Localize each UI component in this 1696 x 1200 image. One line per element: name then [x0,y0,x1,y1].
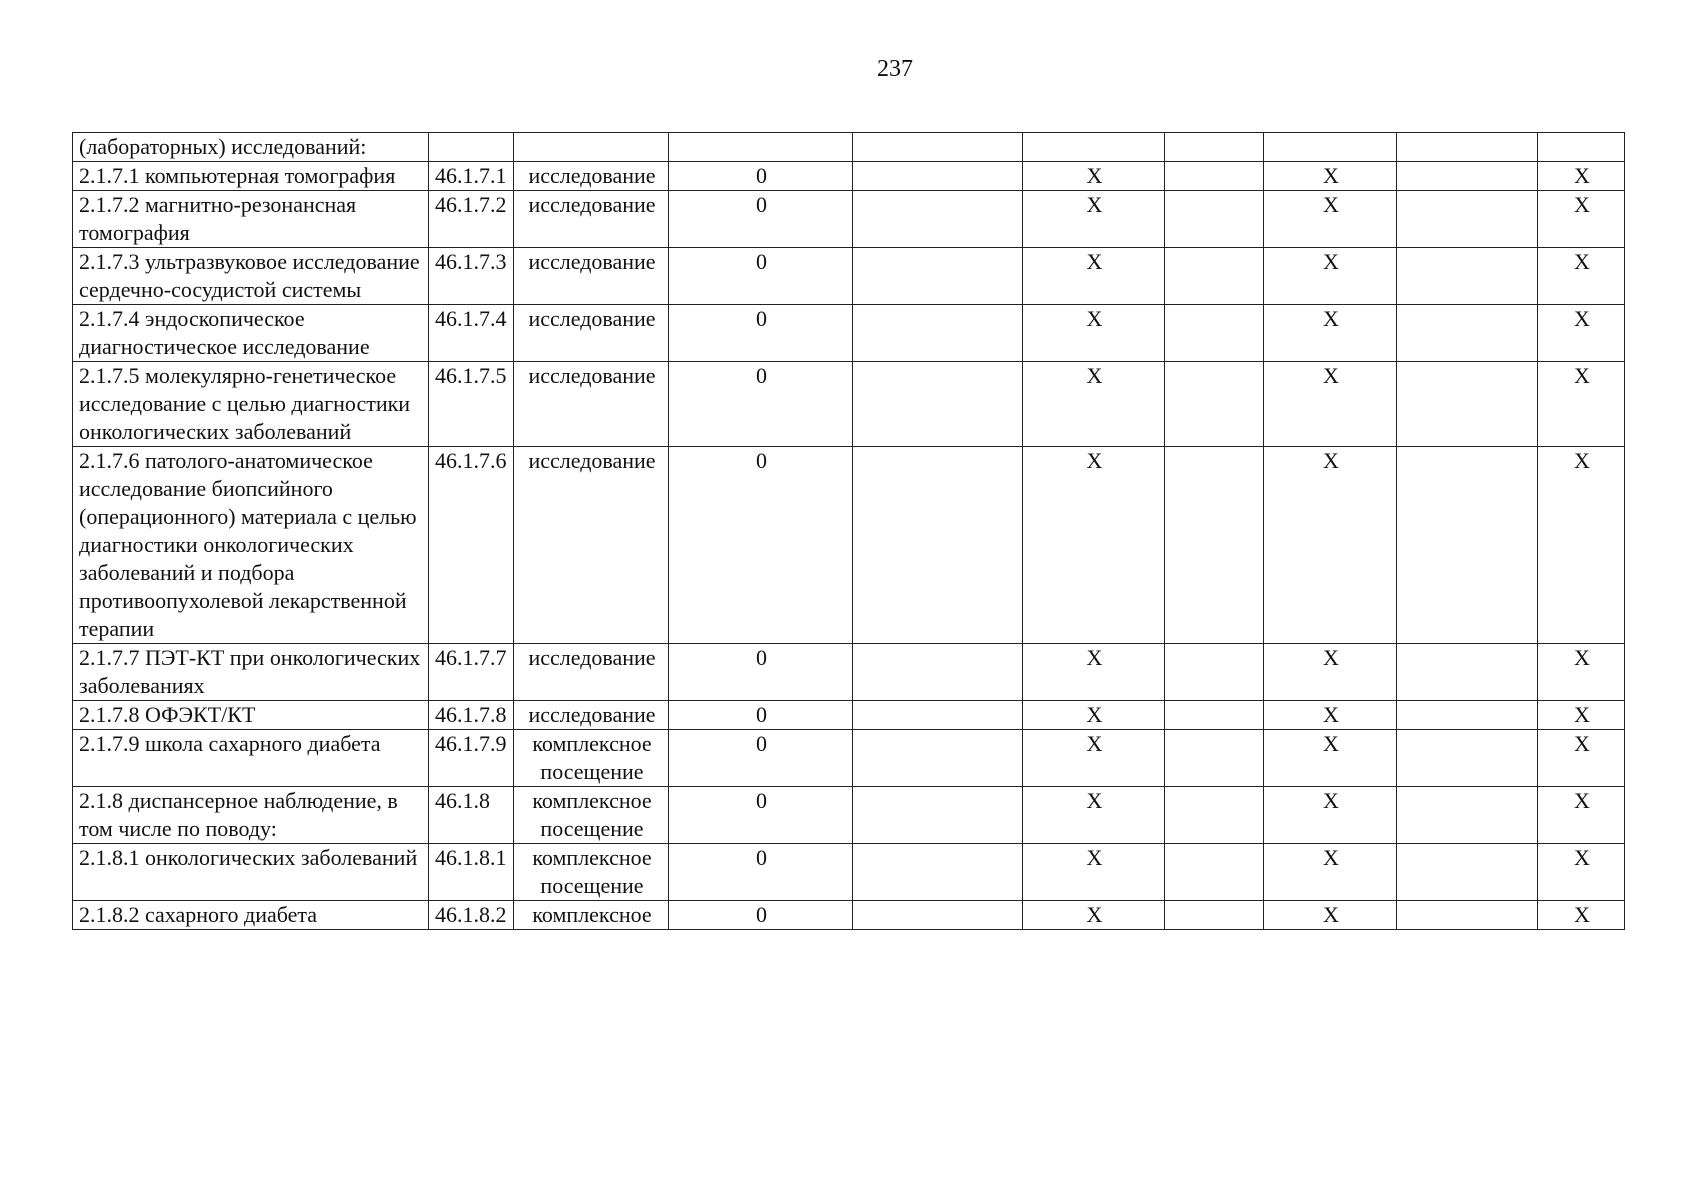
row-x-mark: X [1023,362,1165,447]
empty-cell [1165,133,1264,162]
table-row [73,844,1625,901]
row-value-cell: 0 [669,644,853,701]
row-value-cell: 0 [669,844,853,901]
row-name-cell: 2.1.8.1 онкологических заболеваний [73,844,429,901]
empty-cell [1397,644,1538,701]
empty-cell [1397,730,1538,787]
row-value-cell: 0 [669,447,853,644]
row-x-mark: X [1023,162,1165,191]
empty-cell [1165,844,1264,901]
row-name-cell: 2.1.7.6 патолого-анатомическое исследование биопсийного (операционного) материала с целью диагностики онкологических заболеваний и подбора противоопухолевой лекарственной терапии [73,447,429,644]
row-unit-cell: исследование [514,644,669,701]
table-body [73,133,1625,930]
empty-cell [1397,133,1538,162]
table-row [73,162,1625,191]
row-unit-cell: исследование [514,162,669,191]
table-row [73,730,1625,787]
empty-cell [853,901,1023,930]
row-x-mark: X [1264,730,1397,787]
row-name-cell: 2.1.7.1 компьютерная томография [73,162,429,191]
row-code-cell: 46.1.7.6 [429,447,514,644]
row-code-cell: 46.1.7.8 [429,701,514,730]
row-code-cell: 46.1.7.5 [429,362,514,447]
row-x-mark: X [1264,844,1397,901]
table-row [73,305,1625,362]
table-row [73,362,1625,447]
row-x-mark: X [1023,248,1165,305]
row-code-cell: 46.1.7.9 [429,730,514,787]
empty-cell [1165,191,1264,248]
row-value-cell: 0 [669,730,853,787]
row-unit-cell: исследование [514,701,669,730]
empty-cell [1538,133,1625,162]
empty-cell [669,133,853,162]
empty-cell [1397,701,1538,730]
empty-cell [1165,447,1264,644]
empty-cell [1023,133,1165,162]
row-name-cell: 2.1.7.2 магнитно-резонансная томография [73,191,429,248]
table-row [73,644,1625,701]
row-x-mark: X [1023,701,1165,730]
row-x-mark: X [1538,248,1625,305]
row-x-mark: X [1538,787,1625,844]
row-code-cell: 46.1.7.4 [429,305,514,362]
row-code-cell: 46.1.8 [429,787,514,844]
empty-cell [1397,162,1538,191]
row-name-cell: 2.1.8.2 сахарного диабета [73,901,429,930]
empty-cell [853,191,1023,248]
row-x-mark: X [1264,162,1397,191]
empty-cell [1264,133,1397,162]
empty-cell [1397,844,1538,901]
empty-cell [1165,644,1264,701]
empty-cell [853,844,1023,901]
row-name-cell: 2.1.7.3 ультразвуковое исследование сердечно-сосудистой системы [73,248,429,305]
row-unit-cell: исследование [514,447,669,644]
row-unit-cell: исследование [514,305,669,362]
empty-cell [853,787,1023,844]
table-row [73,248,1625,305]
row-x-mark: X [1023,901,1165,930]
row-name-cell: 2.1.7.8 ОФЭКТ/КТ [73,701,429,730]
table-row [73,191,1625,248]
empty-cell [853,730,1023,787]
row-code-cell: 46.1.7.3 [429,248,514,305]
row-value-cell: 0 [669,362,853,447]
row-value-cell: 0 [669,248,853,305]
empty-cell [1397,787,1538,844]
empty-cell [1397,901,1538,930]
empty-cell [1165,248,1264,305]
row-value-cell: 0 [669,701,853,730]
empty-cell [429,133,514,162]
table-row [73,701,1625,730]
row-x-mark: X [1264,787,1397,844]
row-x-mark: X [1023,730,1165,787]
empty-cell [853,701,1023,730]
row-x-mark: X [1538,162,1625,191]
row-unit-cell: комплексное [514,901,669,930]
row-value-cell: 0 [669,901,853,930]
row-x-mark: X [1264,644,1397,701]
row-x-mark: X [1023,447,1165,644]
row-unit-cell: комплексное посещение [514,787,669,844]
row-x-mark: X [1538,730,1625,787]
row-x-mark: X [1538,644,1625,701]
empty-cell [853,447,1023,644]
row-x-mark: X [1023,191,1165,248]
row-x-mark: X [1538,362,1625,447]
row-code-cell: 46.1.7.2 [429,191,514,248]
row-x-mark: X [1538,901,1625,930]
row-x-mark: X [1264,447,1397,644]
row-code-cell: 46.1.8.2 [429,901,514,930]
empty-cell [1397,248,1538,305]
row-x-mark: X [1023,844,1165,901]
data-table [72,132,1625,930]
row-x-mark: X [1264,305,1397,362]
row-x-mark: X [1264,191,1397,248]
row-code-cell: 46.1.7.1 [429,162,514,191]
row-code-cell: 46.1.8.1 [429,844,514,901]
row-name-cell: 2.1.8 диспансерное наблюдение, в том числе по поводу: [73,787,429,844]
empty-cell [853,644,1023,701]
empty-cell [1165,730,1264,787]
row-name-cell: 2.1.7.9 школа сахарного диабета [73,730,429,787]
row-unit-cell: исследование [514,191,669,248]
row-x-mark: X [1264,248,1397,305]
empty-cell [1397,305,1538,362]
empty-cell [853,305,1023,362]
table-row [73,787,1625,844]
row-value-cell: 0 [669,787,853,844]
empty-cell [514,133,669,162]
row-x-mark: X [1264,701,1397,730]
row-value-cell: 0 [669,162,853,191]
row-x-mark: X [1023,644,1165,701]
row-name-cell: 2.1.7.5 молекулярно-генетическое исследование с целью диагностики онкологических заболеваний [73,362,429,447]
page-number: 237 [877,56,913,82]
row-unit-cell: исследование [514,362,669,447]
empty-cell [853,362,1023,447]
empty-cell [1165,701,1264,730]
row-x-mark: X [1023,305,1165,362]
empty-cell [1165,362,1264,447]
row-unit-cell: комплексное посещение [514,844,669,901]
row-name-cell: 2.1.7.4 эндоскопическое диагностическое исследование [73,305,429,362]
table-row [73,447,1625,644]
empty-cell [1397,362,1538,447]
row-name-cell: 2.1.7.7 ПЭТ-КТ при онкологических заболеваниях [73,644,429,701]
empty-cell [1397,191,1538,248]
row-value-cell: 0 [669,191,853,248]
row-code-cell: 46.1.7.7 [429,644,514,701]
row-x-mark: X [1264,901,1397,930]
empty-cell [853,162,1023,191]
row-x-mark: X [1538,844,1625,901]
empty-cell [853,248,1023,305]
row-x-mark: X [1023,787,1165,844]
empty-cell [1397,447,1538,644]
row-x-mark: X [1538,701,1625,730]
row-x-mark: X [1538,191,1625,248]
empty-cell [1165,305,1264,362]
row-x-mark: X [1538,447,1625,644]
empty-cell [1165,901,1264,930]
row-x-mark: X [1538,305,1625,362]
row-unit-cell: исследование [514,248,669,305]
row-unit-cell: комплексное посещение [514,730,669,787]
table-row [73,901,1625,930]
row-name-cell: (лабораторных) исследований: [73,133,429,162]
table-row-continuation [73,133,1625,162]
empty-cell [1165,787,1264,844]
empty-cell [1165,162,1264,191]
row-x-mark: X [1264,362,1397,447]
row-value-cell: 0 [669,305,853,362]
empty-cell [853,133,1023,162]
